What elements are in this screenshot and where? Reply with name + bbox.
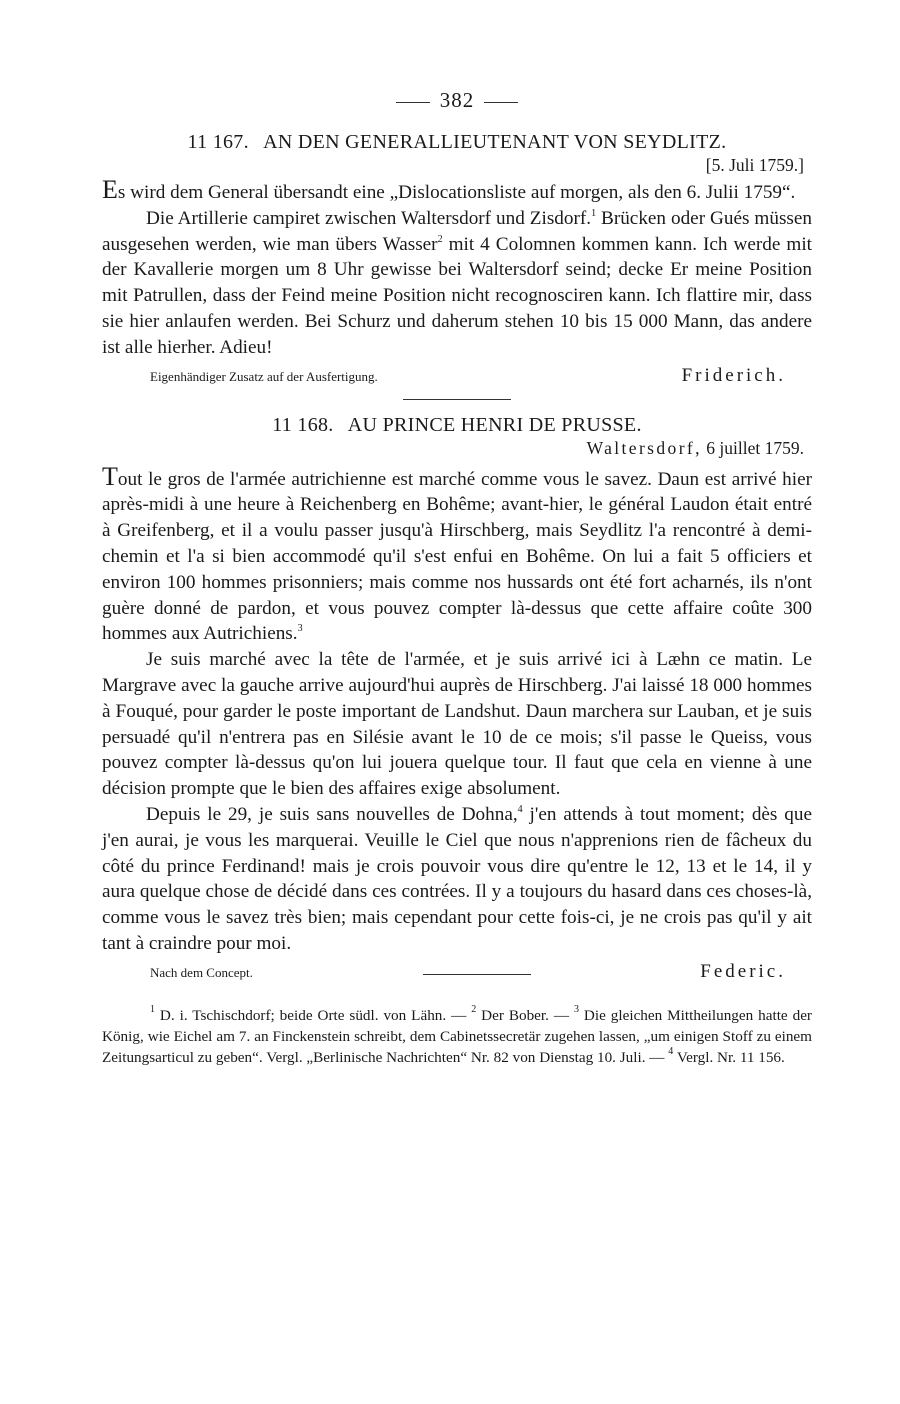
footnote-text: Der Bober. — <box>476 1006 574 1024</box>
paragraph-text: Die Artillerie campiret zwischen Waltersdorf und Zisdorf. <box>146 207 592 229</box>
paragraph-text: j'en attends à tout moment; dès que j'en aurai, je vous les marquerai. Veuille le Ciel que nous n'apprenions rien de fâcheux du côté du prince Ferdinand! mais je crois pouvoir vous dire qu'entre le 12, 13 et le 14, il y aura quelque chose de décidé dans ces contrées. Il y a toujours du hasard dans ces choses-là, comme vous le savez très bien; mais cependant pour cette fois-ci, je ne crois pas qu'il y ait tant à craindre pour moi. <box>102 803 812 954</box>
footnote-text: Die gleichen Mittheilungen hatte der König, wie Eichel am 7. an Finckenstein schreibt, dem Cabinetssecretär zugehen lassen, „um einigen Stoff zu einem Zeitungsarticul zu geben“. Vergl. „Berlinische Nachrichten“ Nr. 82 von Dienstag 10. Juli. — <box>102 1006 812 1066</box>
letter-dateline <box>102 436 812 460</box>
signature: Friderich. <box>681 364 786 386</box>
page-number: 382 <box>439 88 475 112</box>
drop-cap: T <box>102 461 118 491</box>
paragraph-text: mit 4 Colomnen kommen kann. Ich werde mit der Kavallerie morgen um 8 Uhr gewisse bei Waltersdorf seind; decke Er meine Position mit Patrullen, dass der Feind meine Position nicht recognosciren kann. Ich flattire mir, dass sie hier anlaufen werden. Bei Schurz und daherum stehen 10 bis 15 000 Mann, das andere ist alle hierher. Adieu! <box>102 233 812 358</box>
separator-rule <box>423 974 531 975</box>
letter-heading-11168 <box>102 414 812 436</box>
footnote-marker: 2 <box>471 1003 477 1015</box>
paragraph <box>102 206 812 361</box>
footnote-marker: 4 <box>668 1045 674 1057</box>
letter-heading-11167 <box>102 131 812 153</box>
left-dash <box>396 102 430 103</box>
book-page <box>102 88 812 1068</box>
paragraph <box>102 802 812 957</box>
paragraph-text: Brücken oder Gués müssen ausgesehen werden, wie man übers Wasser <box>102 207 812 255</box>
place-text: Waltersdorf, <box>586 437 702 458</box>
editorial-note: Nach dem Concept. <box>150 964 253 980</box>
footnote-text: D. i. Tschischdorf; beide Orte südl. von Lähn. — <box>155 1006 472 1024</box>
right-dash <box>484 102 518 103</box>
footnote-text: Vergl. Nr. 11 156. <box>673 1048 785 1066</box>
date-text: 6 juillet 1759. <box>706 437 804 458</box>
paragraph-text: out le gros de l'armée autrichienne est marché comme vous le savez. Daun est arrivé hier après-midi à une heure à Reichenberg en Bohême; avant-hier, le général Laudon était entré à Greifenberg, et il a voulu passer jusqu'à Hirschberg, mais Seydlitz l'a rencontré à demi-chemin et l'a si bien accommodé qu'il s'est enfui en Bohême. On lui a fait 5 officiers et environ 100 hommes prisonniers; mais comme nos hussards ont été fort acharnés, ils n'ont guère donné de pardon, et vous pouvez compter là-dessus que cette affaire coûte 300 hommes aux Autrichiens. <box>102 468 812 645</box>
date-text: [5. Juli 1759.] <box>705 155 804 175</box>
letter-number: 11 168. <box>272 413 334 436</box>
footnote-marker: 2 <box>437 233 443 245</box>
paragraph <box>102 647 812 802</box>
closing-row <box>102 961 812 983</box>
closing-row <box>102 365 812 387</box>
page-number-line <box>102 88 812 113</box>
drop-cap: E <box>102 175 118 204</box>
letter-number: 11 167. <box>187 131 249 153</box>
footnotes <box>102 1005 812 1068</box>
separator-rule <box>403 399 511 400</box>
paragraph <box>102 177 812 206</box>
paragraph <box>102 461 812 648</box>
paragraph-text: Je suis marché avec la tête de l'armée, et je suis arrivé ici à Læhn ce matin. Le Margrave avec la gauche arrive aujourd'hui auprès de Hirschberg. J'ai laissé 18 000 hommes à Fouqué, pour garder le poste important de Landshut. Daun marchera sur Lauban, et je suis persuadé qu'il n'entrera pas en Silésie avant le 10 de ce mois; s'il passe le Queiss, vous pouvez compter là-dessus qu'on lui jouera quelque tour. Il faut que cela en vienne à une décision prompte que le bien des affaires exige absolument. <box>102 649 812 800</box>
letter-date <box>102 153 812 177</box>
signature: Federic. <box>700 960 786 982</box>
footnote-marker: 1 <box>591 207 597 219</box>
letter-title: AN DEN GENERALLIEUTENANT VON SEYDLITZ. <box>263 131 727 153</box>
paragraph-text: Depuis le 29, je suis sans nouvelles de Dohna, <box>146 803 518 825</box>
footnote-marker: 3 <box>297 623 303 635</box>
footnote-marker: 3 <box>574 1003 579 1015</box>
footnote-marker: 4 <box>517 803 523 815</box>
editorial-note: Eigenhändiger Zusatz auf der Ausfertigung. <box>150 368 378 384</box>
letter-title: AU PRINCE HENRI DE PRUSSE. <box>347 413 642 436</box>
paragraph-text: s wird dem General übersandt eine „Dislocationsliste auf morgen, als den 6. Julii 1759“. <box>117 182 796 203</box>
footnote-marker: 1 <box>150 1003 155 1015</box>
